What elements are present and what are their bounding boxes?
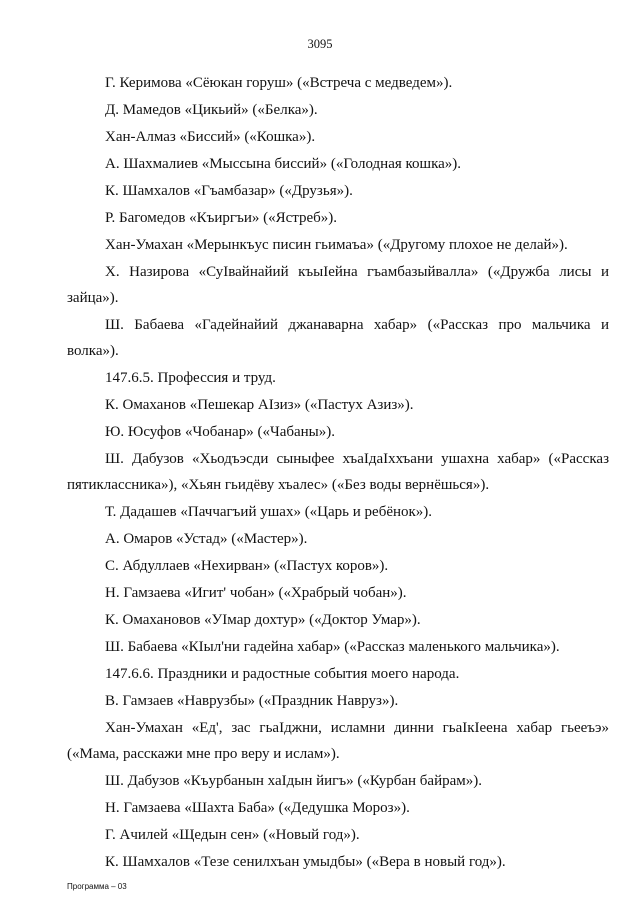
list-item: К. Омаханов «Пешекар АIзиз» («Пастух Азиз»).: [105, 397, 414, 413]
list-item: К. Шамхалов «Тезе сенилхъан умыдбы» («Вера в новый год»).: [105, 854, 506, 870]
page-number: 3095: [307, 37, 333, 51]
list-item: Г. Ачилей «Щедын сен» («Новый год»).: [105, 827, 360, 843]
list-item: Н. Гамзаева «Шахта Баба» («Дедушка Мороз»).: [105, 800, 410, 816]
list-item: Х. Назирова «СуIвайнайий къыIейна гъамбазыйвалла» («Дружба лисы и зайца»).: [67, 264, 609, 306]
list-item: С. Абдуллаев «Нехирван» («Пастух коров»).: [105, 558, 389, 574]
list-item: Т. Дадашев «Паччагъий ушах» («Царь и ребёнок»).: [105, 504, 433, 520]
list-item: Ш. Бабаева «КIыл'ни гадейна хабар» («Рассказ маленького мальчика»).: [105, 639, 560, 655]
list-item: Р. Багомедов «Къиргъи» («Ястреб»).: [105, 210, 338, 226]
list-item: Хан-Умахан «Ед', зас гьаIджни, исламни динни гьаIкIеена хабар гьееъэ» («Мама, расскажи мне про веру и ислам»).: [67, 720, 609, 762]
list-item: А. Шахмалиев «Мыссына биссий» («Голодная кошка»).: [105, 156, 462, 172]
list-item: Г. Керимова «Сёюкан горуш» («Встреча с медведем»).: [105, 75, 453, 91]
list-item: Ш. Бабаева «Гадейнайий джанаварна хабар» («Рассказ про мальчика и волка»).: [67, 317, 609, 359]
footer-label: Программа – 03: [67, 882, 127, 891]
list-item: Хан-Умахан «Мерынкъус писин гьимаъа» («Другому плохое не делай»).: [105, 237, 568, 253]
list-item: Н. Гамзаева «Игит' чобан» («Храбрый чобан»).: [105, 585, 407, 601]
list-item: К. Шамхалов «Гъамбазар» («Друзья»).: [105, 183, 353, 199]
section-heading: 147.6.6. Праздники и радостные события моего народа.: [105, 666, 460, 682]
list-item: Ш. Дабузов «Къурбанын хаIдын йигъ» («Курбан байрам»).: [105, 773, 482, 789]
list-item: Ш. Дабузов «Хьодъэсди сыныфее хъаIдаIххъани ушахна хабар» («Рассказ пятиклассника»), «Хьян гьидёву хъалес» («Без воды вернёшься»).: [67, 451, 609, 493]
list-item: К. Омахановов «УIмар дохтур» («Доктор Умар»).: [105, 612, 421, 628]
list-item: Ю. Юсуфов «Чобанар» («Чабаны»).: [105, 424, 335, 440]
list-item: Д. Мамедов «Цикьий» («Белка»).: [105, 102, 318, 118]
list-item: А. Омаров «Устад» («Мастер»).: [105, 531, 308, 547]
document-body: [67, 70, 609, 876]
section-heading: 147.6.5. Профессия и труд.: [105, 370, 276, 386]
list-item: В. Гамзаев «Наврузбы» («Праздник Навруз»).: [105, 693, 399, 709]
list-item: Хан-Алмаз «Биссий» («Кошка»).: [105, 129, 316, 145]
